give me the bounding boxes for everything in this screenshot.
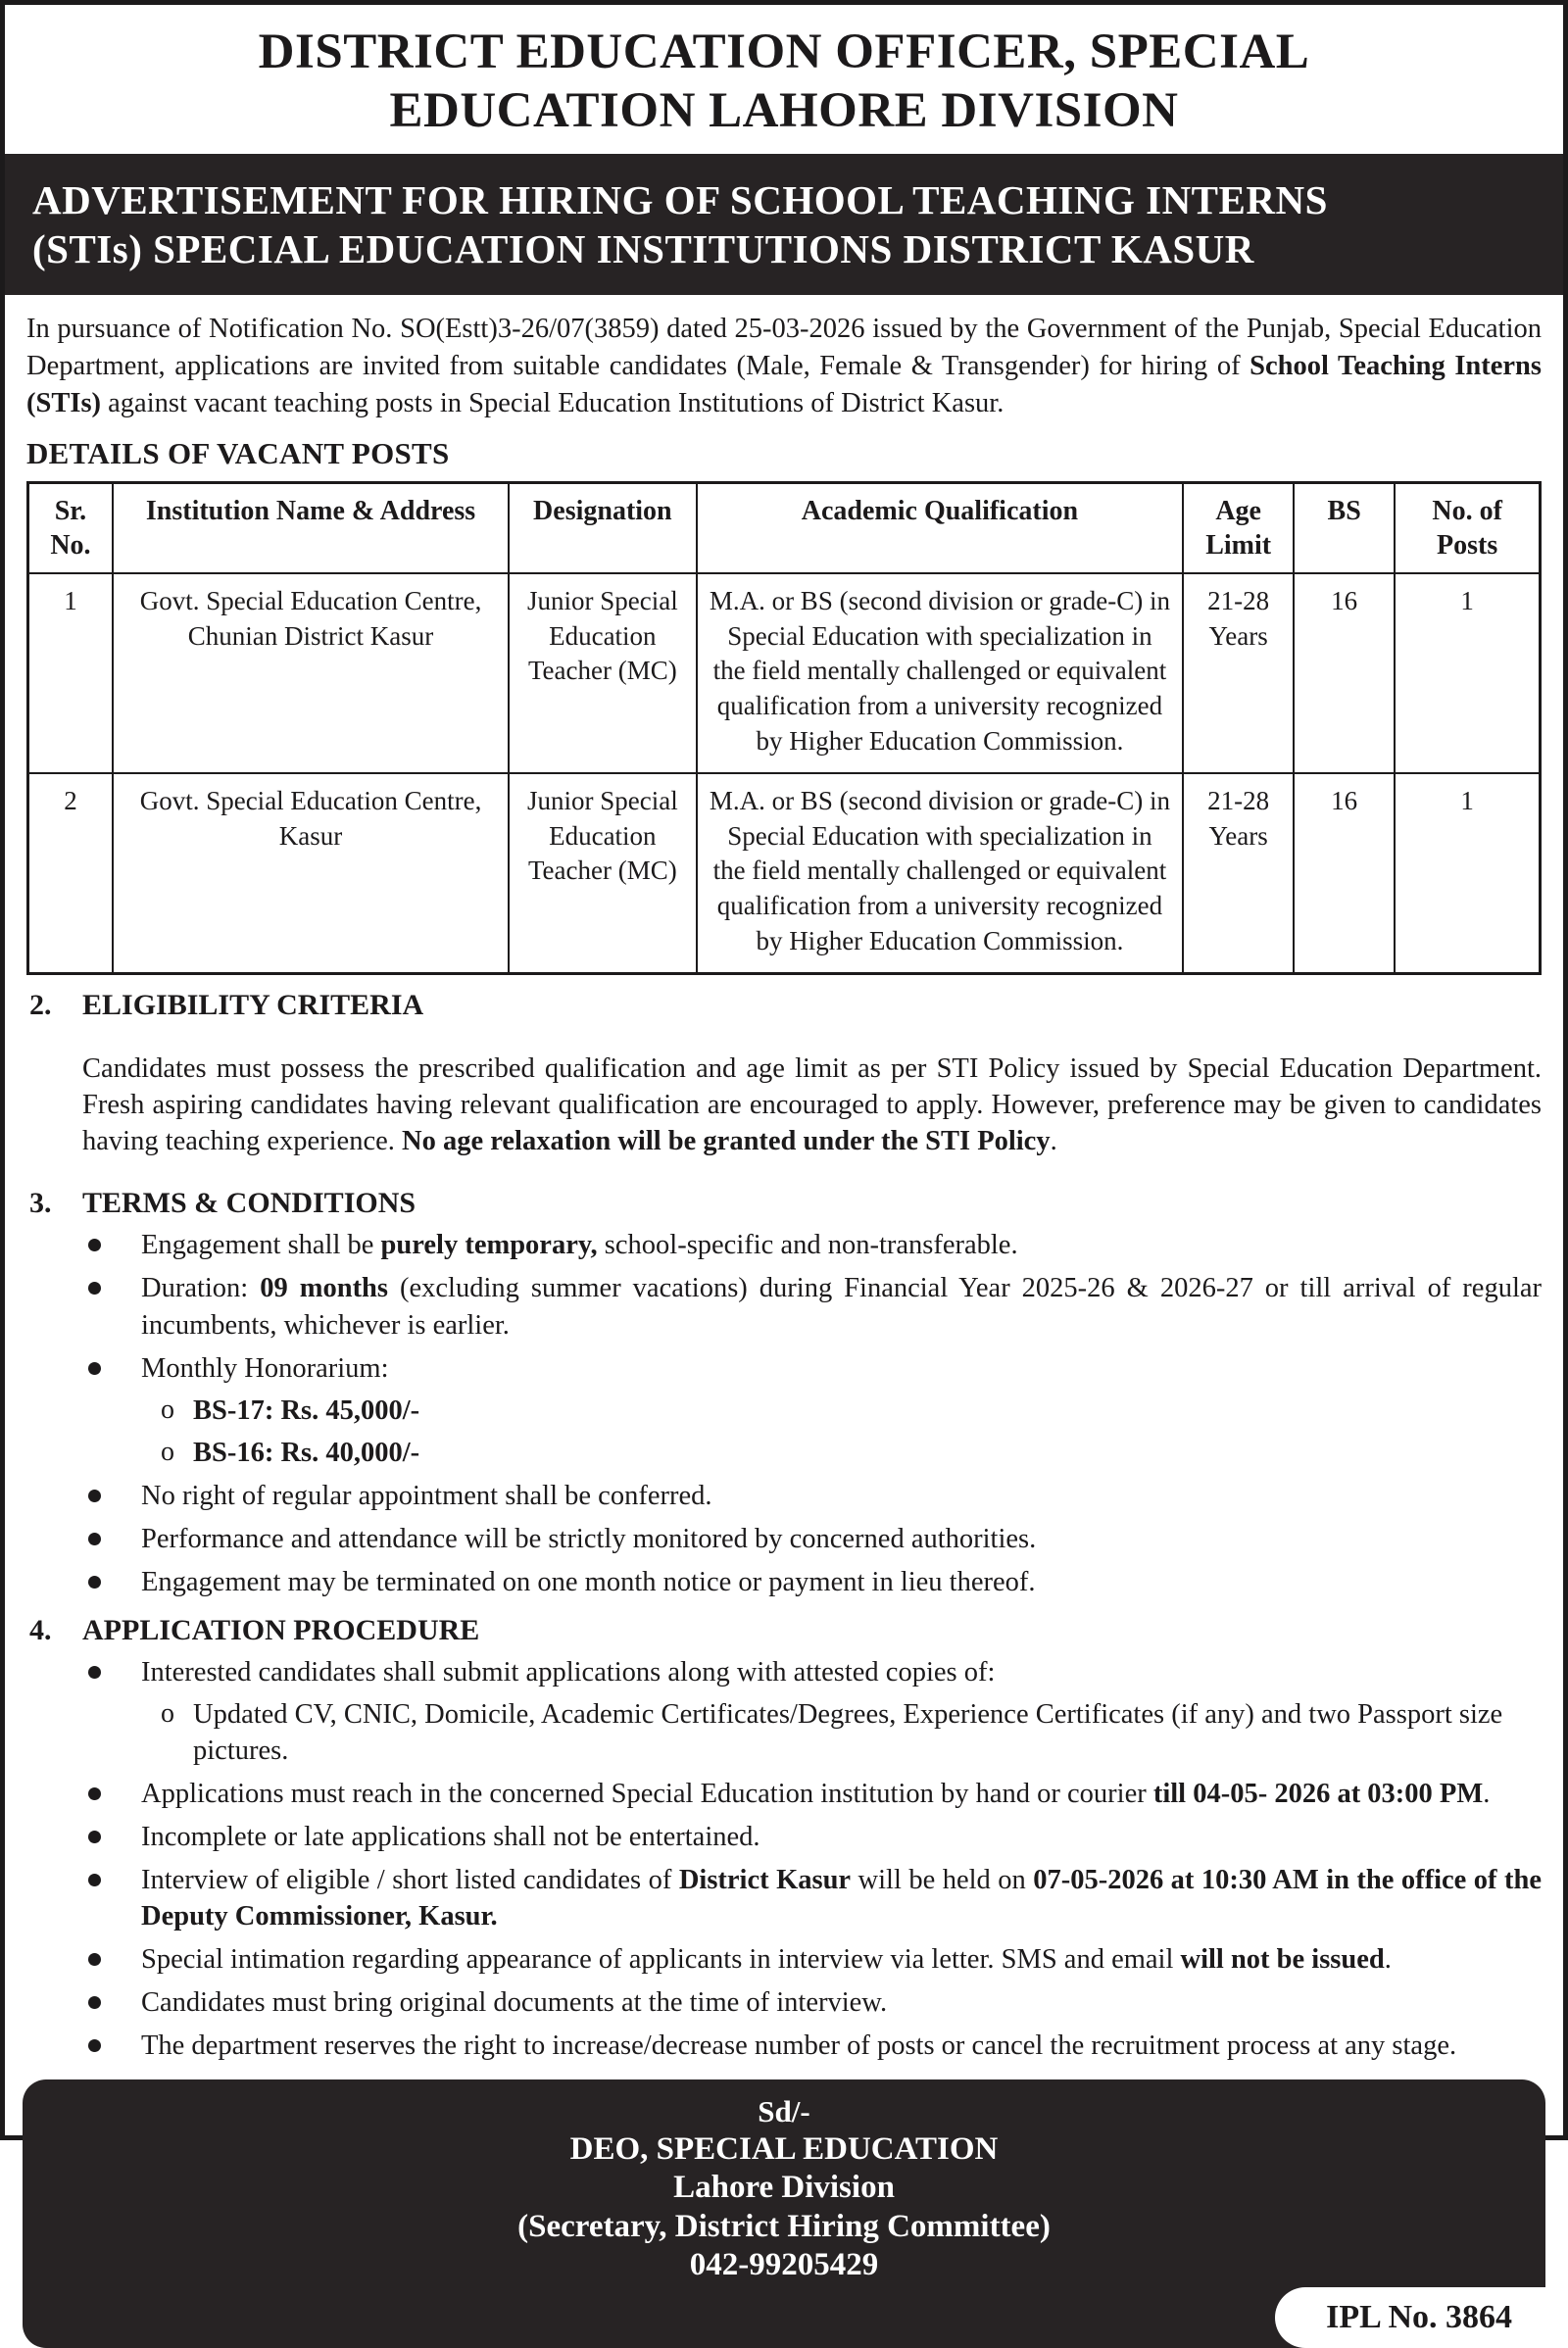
cell-institution: Govt. Special Education Centre, Chunian District Kasur <box>113 573 509 773</box>
list-item: o Updated CV, CNIC, Domicile, Academic Certificates/Degrees, Experience Certificates (if any) and two Passport size pictures. <box>193 1696 1542 1769</box>
list-item: Incomplete or late applications shall not be entertained. <box>141 1819 1542 1855</box>
section-heading-eligibility <box>26 989 1542 1022</box>
list-item: Engagement may be terminated on one month notice or payment in lieu thereof. <box>141 1564 1542 1600</box>
cell-designation: Junior Special Education Teacher (MC) <box>509 773 696 974</box>
section-heading-terms <box>26 1187 1542 1220</box>
banner-line2: (STIs) SPECIAL EDUCATION INSTITUTIONS DISTRICT KASUR <box>32 226 1254 272</box>
list-item: No right of regular appointment shall be conferred. <box>141 1478 1542 1514</box>
cell-age: 21-28 Years <box>1183 773 1294 974</box>
banner-line1: ADVERTISEMENT FOR HIRING OF SCHOOL TEACHING INTERNS <box>32 177 1328 223</box>
list-item: Special intimation regarding appearance of applicants in interview via letter. SMS and email will not be issued. <box>141 1941 1542 1978</box>
signature-sd: Sd/- <box>758 2094 810 2129</box>
table-header-row <box>28 483 1541 574</box>
document-body <box>5 295 1563 2064</box>
cell-qualification: M.A. or BS (second division or grade-C) in Special Education with specialization in the field mentally challenged or equivalent qualification from a university recognized by Higher Education Commission. <box>697 773 1184 974</box>
cell-bs: 16 <box>1294 573 1395 773</box>
section-number: 3. <box>29 1187 52 1220</box>
cell-posts: 1 <box>1395 773 1540 974</box>
column-header-sr: Sr. No. <box>28 483 113 574</box>
cell-age: 21-28 Years <box>1183 573 1294 773</box>
list-item: Applications must reach in the concerned Special Education institution by hand or courier till 04-05- 2026 at 03:00 PM. <box>141 1776 1542 1812</box>
cell-bs: 16 <box>1294 773 1395 974</box>
section-title: APPLICATION PROCEDURE <box>82 1613 480 1646</box>
list-item <box>141 1654 1542 1769</box>
column-header-qualification: Academic Qualification <box>697 483 1184 574</box>
section-title: TERMS & CONDITIONS <box>82 1187 416 1220</box>
column-header-age: Age Limit <box>1183 483 1294 574</box>
vacant-posts-table <box>26 481 1542 975</box>
list-item: Candidates must bring original documents at the time of interview. <box>141 1984 1542 2021</box>
list-item: o BS-16: Rs. 40,000/- <box>193 1435 1542 1471</box>
honorarium-sublist <box>141 1393 1542 1471</box>
advertisement-banner <box>5 154 1563 295</box>
section-number: 2. <box>29 989 52 1022</box>
cell-posts: 1 <box>1395 573 1540 773</box>
section-heading-application <box>26 1614 1542 1647</box>
section-title: ELIGIBILITY CRITERIA <box>82 989 424 1022</box>
signature-block <box>23 2079 1545 2348</box>
column-header-bs: BS <box>1294 483 1395 574</box>
list-item: The department reserves the right to increase/decrease number of posts or cancel the recruitment process at any stage. <box>141 2028 1542 2064</box>
list-item: Interview of eligible / short listed candidates of District Kasur will be held on 07-05-2026 at 10:30 AM in the office of the Deputy Commissioner, Kasur. <box>141 1862 1542 1934</box>
cell-sr: 1 <box>28 573 113 773</box>
list-item-text: Monthly Honorarium: <box>141 1352 389 1384</box>
signature-designation: DEO, SPECIAL EDUCATION <box>569 2130 999 2167</box>
section-number: 4. <box>29 1613 52 1646</box>
details-heading: DETAILS OF VACANT POSTS <box>26 436 450 471</box>
table-row <box>28 573 1541 773</box>
eligibility-paragraph: Candidates must possess the prescribed qualification and age limit as per STI Policy issued by Special Education Department. Fresh aspiring candidates having relevant qualification are encouraged to apply. However, preference may be given to candidates having teaching experience. No age relaxation will be granted under the STI Policy. <box>82 1052 1542 1156</box>
column-header-designation: Designation <box>509 483 696 574</box>
list-item: Engagement shall be purely temporary, school-specific and non-transferable. <box>141 1227 1542 1263</box>
ipl-number-badge: IPL No. 3864 <box>1275 2287 1545 2348</box>
intro-paragraph: In pursuance of Notification No. SO(Estt)3-26/07(3859) dated 25-03-2026 issued by the Government of the Punjab, Special Education Department, applications are invited from suitable candidates (Male, Female & Transgender) for hiring of School Teaching Interns (STIs) against vacant teaching posts in Special Education Institutions of District Kasur. <box>26 314 1542 419</box>
list-item: Performance and attendance will be strictly monitored by concerned authorities. <box>141 1521 1542 1557</box>
list-item: o BS-17: Rs. 45,000/- <box>193 1393 1542 1429</box>
page-title <box>5 5 1563 154</box>
page-title-line1: DISTRICT EDUCATION OFFICER, SPECIAL <box>258 24 1310 79</box>
cell-sr: 2 <box>28 773 113 974</box>
cell-designation: Junior Special Education Teacher (MC) <box>509 573 696 773</box>
list-item <box>141 1350 1542 1471</box>
list-item-text: Interested candidates shall submit applications along with attested copies of: <box>141 1656 996 1688</box>
cell-institution: Govt. Special Education Centre, Kasur <box>113 773 509 974</box>
cell-qualification: M.A. or BS (second division or grade-C) in Special Education with specialization in the field mentally challenged or equivalent qualification from a university recognized by Higher Education Commission. <box>697 573 1184 773</box>
column-header-institution: Institution Name & Address <box>113 483 509 574</box>
application-bullet-list <box>26 1654 1542 2064</box>
list-item: Duration: 09 months (excluding summer vacations) during Financial Year 2025-26 & 2026-27 or till arrival of regular incumbents, whichever is earlier. <box>141 1270 1542 1343</box>
signature-division: Lahore Division <box>673 2170 895 2206</box>
page-title-line2: EDUCATION LAHORE DIVISION <box>389 83 1179 139</box>
terms-bullet-list <box>26 1227 1542 1599</box>
column-header-posts: No. of Posts <box>1395 483 1540 574</box>
table-row <box>28 773 1541 974</box>
signature-phone: 042-99205429 <box>689 2247 879 2283</box>
documents-sublist <box>141 1696 1542 1769</box>
signature-committee: (Secretary, District Hiring Committee) <box>517 2208 1051 2244</box>
